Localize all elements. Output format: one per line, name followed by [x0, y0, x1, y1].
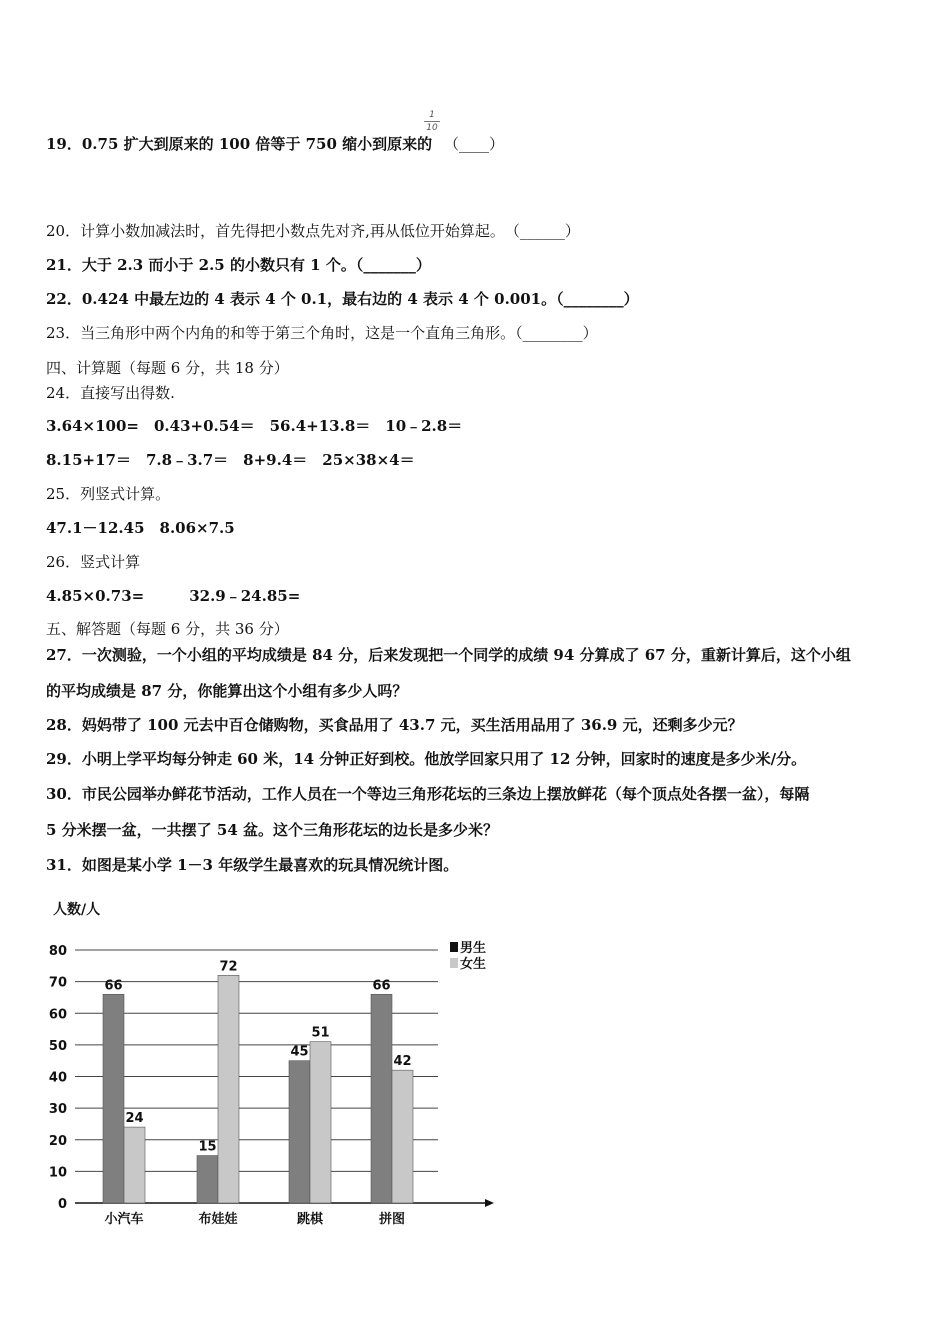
y-tick-label: 20: [48, 1133, 67, 1149]
toy-preference-bar-chart: [40, 890, 510, 1240]
q26-row: 4.85×0.73= 32.9﹣24.85=: [46, 587, 301, 605]
question-25: 25．列竖式计算。: [46, 485, 171, 503]
legend-label-male: 男生: [460, 941, 487, 956]
section-4-heading: 四、计算题（每题 6 分，共 18 分）: [46, 359, 289, 377]
question-27-line-2: 的平均成绩是 87 分，你能算出这个小组有多少人吗？: [46, 682, 408, 700]
question-22: 22．0.424 中最左边的 4 表示 4 个 0.1，最右边的 4 表示 4 个 0.001。（________）: [46, 290, 639, 308]
question-30-line-2: 5 分米摆一盆，一共摆了 54 盆。这个三角形花坛的边长是多少米？: [46, 821, 498, 839]
question-23: 23．当三角形中两个内角的和等于第三个角时，这是一个直角三角形。（________）: [46, 324, 598, 342]
category-label: 跳棋: [296, 1212, 324, 1227]
data-label: 72: [219, 959, 238, 975]
q19-answer-blank[interactable]: （____）: [444, 135, 505, 153]
data-label: 66: [104, 978, 123, 994]
bar-male: [289, 1061, 310, 1203]
section-5-heading: 五、解答题（每题 6 分，共 36 分）: [46, 620, 289, 638]
y-tick-label: 0: [57, 1197, 67, 1212]
question-24: 24．直接写出得数.: [46, 384, 175, 402]
bar-male: [371, 994, 392, 1203]
question-21: 21．大于 2.3 而小于 2.5 的小数只有 1 个。（_______）: [46, 256, 431, 274]
question-28: 28．妈妈带了 100 元去中百仓储购物，买食品用了 43.7 元，买生活用品用了 36.9 元，还剩多少元？: [46, 716, 743, 734]
y-tick-label: 40: [48, 1070, 67, 1086]
data-label: 15: [198, 1139, 217, 1155]
legend-label-female: 女生: [460, 957, 487, 972]
bar-female: [124, 1127, 145, 1203]
fraction-one-tenth: [424, 110, 440, 133]
question-19: [46, 134, 432, 154]
bar-male: [103, 994, 124, 1203]
q19-text: 19．0.75 扩大到原来的 100 倍等于 750 缩小到原来的: [46, 135, 433, 153]
data-label: 66: [372, 978, 391, 994]
y-tick-label: 10: [48, 1165, 67, 1181]
bar-female: [392, 1070, 413, 1203]
y-tick-label: 30: [48, 1102, 67, 1118]
bar-female: [218, 975, 239, 1203]
data-label: 42: [393, 1054, 412, 1070]
question-30-line-1: 30．市民公园举办鲜花节活动，工作人员在一个等边三角形花坛的三条边上摆放鲜花（每个顶点处各摆一盆），每隔: [46, 785, 810, 803]
question-29: 29．小明上学平均每分钟走 60 米，14 分钟正好到校。他放学回家只用了 12 分钟，回家时的速度是多少米/分。: [46, 750, 807, 768]
question-31: 31．如图是某小学 1－3 年级学生最喜欢的玩具情况统计图。: [46, 856, 459, 874]
y-tick-label: 60: [48, 1007, 67, 1023]
q24-row-2: 8.15+17＝ 7.8﹣3.7＝ 8+9.4＝ 25×38×4＝: [46, 451, 415, 469]
category-label: 布娃娃: [198, 1212, 238, 1227]
q24-row-1: 3.64×100= 0.43+0.54＝ 56.4+13.8＝ 10﹣2.8＝: [46, 417, 463, 435]
question-27-line-1: 27．一次测验，一个小组的平均成绩是 84 分，后来发现把一个同学的成绩 94 分算成了 67 分，重新计算后，这个小组: [46, 646, 851, 664]
fraction-denominator: 10: [426, 123, 438, 133]
legend-swatch-male: [450, 942, 458, 952]
category-label: 小汽车: [104, 1212, 144, 1227]
legend-swatch-female: [450, 958, 458, 968]
y-axis-label: 人数/人: [53, 902, 101, 918]
question-20: 20．计算小数加减法时，首先得把小数点先对齐,再从低位开始算起。 （______）: [46, 222, 580, 240]
bar-female: [310, 1042, 331, 1203]
data-label: 24: [125, 1111, 144, 1127]
q25-row: 47.1－12.45 8.06×7.5: [46, 519, 235, 537]
y-tick-label: 70: [48, 975, 67, 991]
y-tick-label: 50: [48, 1038, 67, 1054]
question-26: 26．竖式计算: [46, 553, 141, 571]
data-label: 51: [311, 1025, 330, 1041]
data-label: 45: [290, 1044, 309, 1060]
y-tick-label: 80: [48, 944, 67, 959]
bar-male: [197, 1156, 218, 1203]
fraction-numerator: 1: [429, 110, 435, 120]
category-label: 拼图: [378, 1212, 406, 1227]
x-axis-arrow: [485, 1199, 494, 1207]
